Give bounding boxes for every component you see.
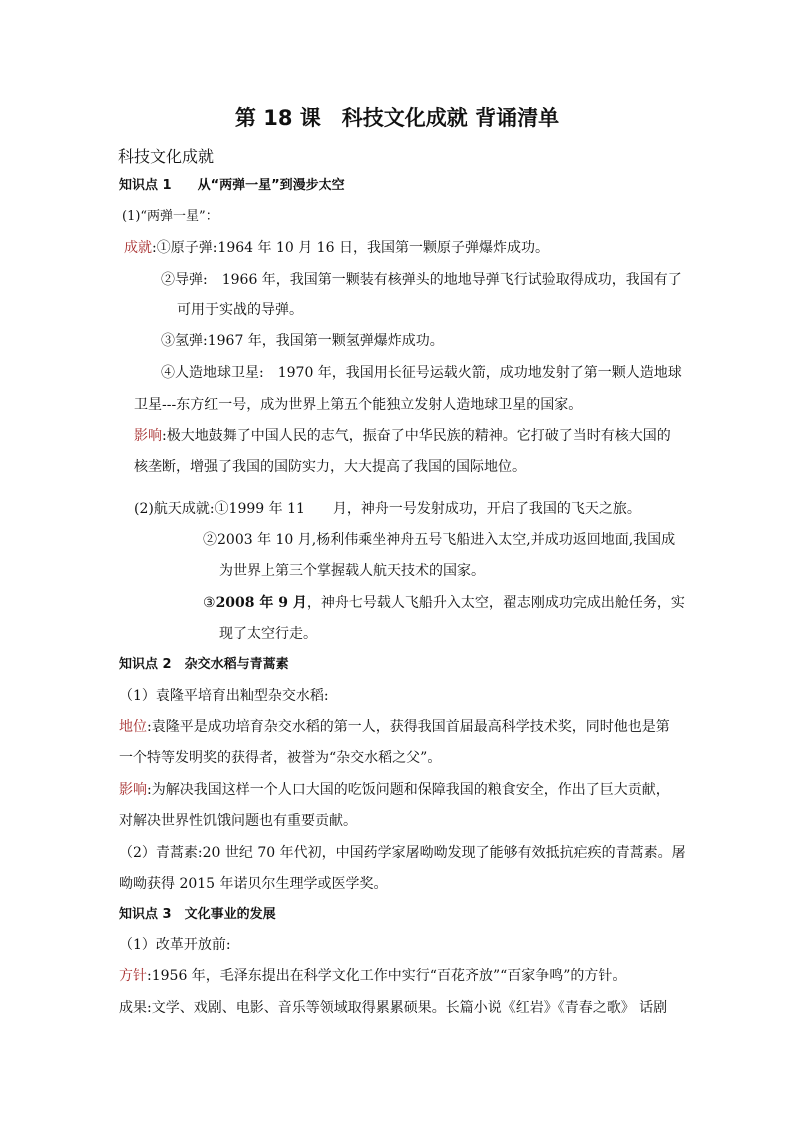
kp3-sub1: （1）改革开放前: xyxy=(119,937,231,953)
section-subtitle: 科技文化成就 xyxy=(118,147,215,166)
achieve-item-2-cont: 可用于实战的导弹。 xyxy=(177,302,303,318)
policy-label: 方针 xyxy=(119,968,147,984)
achieve-item-2: ②导弹: 1966 年，我国第一颗装有核弹头的地地导弹飞行试验取得成功，我国有了 xyxy=(161,272,682,288)
impact-text-2-cont: 对解决世界性饥饿问题也有重要贡献。 xyxy=(119,813,357,829)
kp2-sub2-cont: 呦呦获得 2015 年诺贝尔生理学或医学奖。 xyxy=(119,876,388,892)
impact-label: 影响 xyxy=(134,428,162,444)
space-item-3-date: 2008 年 9 月 xyxy=(215,595,307,611)
page-title: 第 18 课 科技文化成就 背诵清单 xyxy=(234,106,560,130)
kp1-impact-line xyxy=(134,426,671,446)
kp2-sub2: （2）青蒿素:20 世纪 70 年代初，中国药学家屠呦呦发现了能够有效抵抗疟疾的青蒿素。屠 xyxy=(119,845,686,861)
impact-label-2: 影响 xyxy=(119,782,147,798)
status-label: 地位 xyxy=(119,719,147,735)
kp3-heading: 知识点 3 文化事业的发展 xyxy=(119,907,276,922)
kp1-achieve-line xyxy=(124,238,549,258)
space-item-2-cont: 为世界上第三个掌握载人航天技术的国家。 xyxy=(219,563,485,579)
space-item-3-cont: 现了太空行走。 xyxy=(219,626,317,642)
achieve-item-1: :①原子弹:1964 年 10 月 16 日，我国第一颗原子弹爆炸成功。 xyxy=(152,240,549,256)
policy-text: :1956 年，毛泽东提出在科学文化工作中实行“百花齐放”“百家争鸣”的方针。 xyxy=(147,968,627,984)
impact-text: :极大地鼓舞了中国人民的志气，振奋了中华民族的精神。它打破了当时有核大国的 xyxy=(162,428,671,444)
kp3-policy-line xyxy=(119,966,626,986)
kp1-sub1: (1)“两弹一星”： xyxy=(122,209,219,224)
kp1-heading: 知识点 1 从“两弹一星”到漫步太空 xyxy=(119,178,345,193)
impact-text-cont: 核垄断，增强了我国的国防实力，大大提高了我国的国际地位。 xyxy=(134,459,526,475)
kp3-results-line: 成果:文学、戏剧、电影、音乐等领域取得累累硕果。长篇小说《红岩》《青春之歌》 话剧 xyxy=(119,1000,668,1016)
achieve-label: 成就 xyxy=(124,240,152,256)
status-text-cont: 一个特等发明奖的获得者，被誉为“杂交水稻之父”。 xyxy=(119,750,442,766)
achieve-item-4-cont: 卫星---东方红一号，成为世界上第五个能独立发射人造地球卫星的国家。 xyxy=(134,397,583,413)
achieve-item-3: ③氢弹:1967 年，我国第一颗氢弹爆炸成功。 xyxy=(161,333,444,349)
kp2-impact-line xyxy=(119,780,670,800)
impact-text-2: :为解决我国这样一个人口大国的吃饭问题和保障我国的粮食安全，作出了巨大贡献， xyxy=(147,782,670,798)
kp2-heading: 知识点 2 杂交水稻与青蒿素 xyxy=(119,657,289,672)
space-item-2: ②2003 年 10 月,杨利伟乘坐神舟五号飞船进入太空,并成功返回地面,我国成 xyxy=(203,532,676,548)
kp2-sub1: （1）袁隆平培育出籼型杂交水稻: xyxy=(119,688,329,704)
kp2-status-line xyxy=(119,717,670,737)
space-item-3 xyxy=(203,593,685,613)
achieve-item-4: ④人造地球卫星: 1970 年，我国用长征号运载火箭，成功地发射了第一颗人造地球 xyxy=(161,365,682,381)
space-item-3-marker: ③ xyxy=(203,595,216,611)
kp1-sub2: (2)航天成就:①1999 年 11 月，神舟一号发射成功，开启了我国的飞天之旅。 xyxy=(134,501,641,517)
space-item-3-text: ，神舟七号载人飞船升入太空，翟志刚成功完成出舱任务，实 xyxy=(306,595,685,611)
status-text: :袁隆平是成功培育杂交水稻的第一人，获得我国首届最高科学技术奖，同时他也是第 xyxy=(147,719,670,735)
